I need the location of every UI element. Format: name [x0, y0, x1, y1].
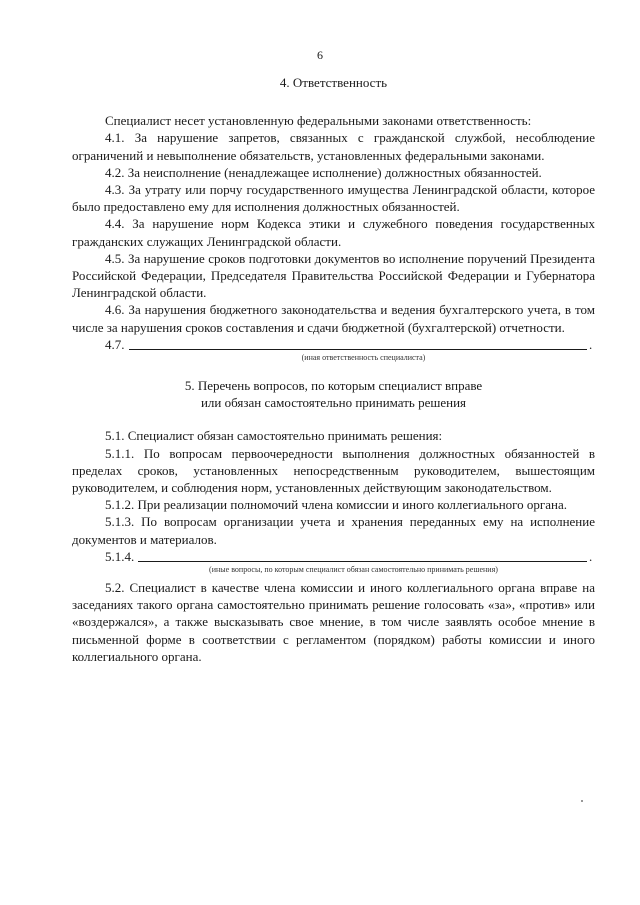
- item-4-5: 4.5. За нарушение сроков подготовки документов во исполнение поручений Президента Российской Федерации, Председателя Правительства Российской Федерации и Губернатора Ленинградской области.: [72, 250, 595, 301]
- item-5-1-4-blank-line[interactable]: [138, 549, 587, 562]
- item-4-7-number: 4.7.: [105, 336, 125, 352]
- item-4-4: 4.4. За нарушение норм Кодекса этики и служебного поведения государственных гражданских служащих Ленинградской области.: [72, 216, 595, 249]
- document-body: [72, 74, 595, 665]
- item-5-1-1: 5.1.1. По вопросам первоочередности выполнения должностных обязанностей в пределах сроков, установленных непосредственным руководителем, вышестоящим руководителем, и соблюдения норм, установленных действующим законодательством.: [72, 445, 595, 496]
- item-5-1-2: 5.1.2. При реализации полномочий члена комиссии и иного коллегиального органа.: [105, 497, 568, 513]
- section-5-heading-line-2: или обязан самостоятельно принимать решения: [200, 395, 467, 411]
- section-4-heading: 4. Ответственность: [279, 75, 388, 90]
- item-5-1-4-caption: (иные вопросы, по которым специалист обязан самостоятельно принимать решения): [209, 565, 498, 575]
- item-5-1-4-fill-field[interactable]: [105, 548, 595, 565]
- item-4-1: 4.1. За нарушение запретов, связанных с гражданской службой, несоблюдение ограничений и невыполнение обязательств, установленных федеральными законами.: [72, 130, 595, 163]
- item-5-1-3: 5.1.3. По вопросам организации учета и хранения переданных ему на исполнение документов и материалов.: [72, 514, 595, 547]
- item-4-7-fill-field[interactable]: [105, 336, 595, 353]
- item-4-7-blank-line[interactable]: [129, 337, 588, 350]
- scan-speck: [581, 800, 583, 802]
- item-4-6: 4.6. За нарушения бюджетного законодательства и ведения бухгалтерского учета, в том числе за нарушения сроков составления и сдачи бюджетной (бухгалтерской) отчетности.: [72, 302, 595, 335]
- item-5-1-4-number: 5.1.4.: [105, 548, 135, 564]
- item-4-2: 4.2. За неисполнение (ненадлежащее исполнение) должностных обязанностей.: [105, 164, 542, 180]
- section-4-intro: Специалист несет установленную федеральными законами ответственность:: [105, 113, 532, 129]
- section-5-heading-line-1: 5. Перечень вопросов, по которым специалист вправе: [184, 378, 483, 394]
- item-4-3: 4.3. За утрату или порчу государственного имущества Ленинградской области, которое было предоставлено ему для исполнения должностных обязанностей.: [72, 182, 595, 215]
- item-5-2: 5.2. Специалист в качестве члена комиссии и иного коллегиального органа вправе на заседаниях такого органа самостоятельно принимать решение голосовать «за», «против» или «воздержался», а также высказывать свое мнение, в том числе заявлять особое мнение в письменной форме в соответствии с регламентом (порядком) работы комиссии и иного коллегиального органа.: [72, 580, 595, 664]
- item-4-7-caption: (иная ответственность специалиста): [301, 353, 426, 363]
- page-number: 6: [317, 48, 323, 62]
- item-4-7-end: .: [589, 336, 593, 352]
- item-5-1: 5.1. Специалист обязан самостоятельно принимать решения:: [105, 428, 443, 444]
- item-5-1-4-end: .: [589, 548, 593, 564]
